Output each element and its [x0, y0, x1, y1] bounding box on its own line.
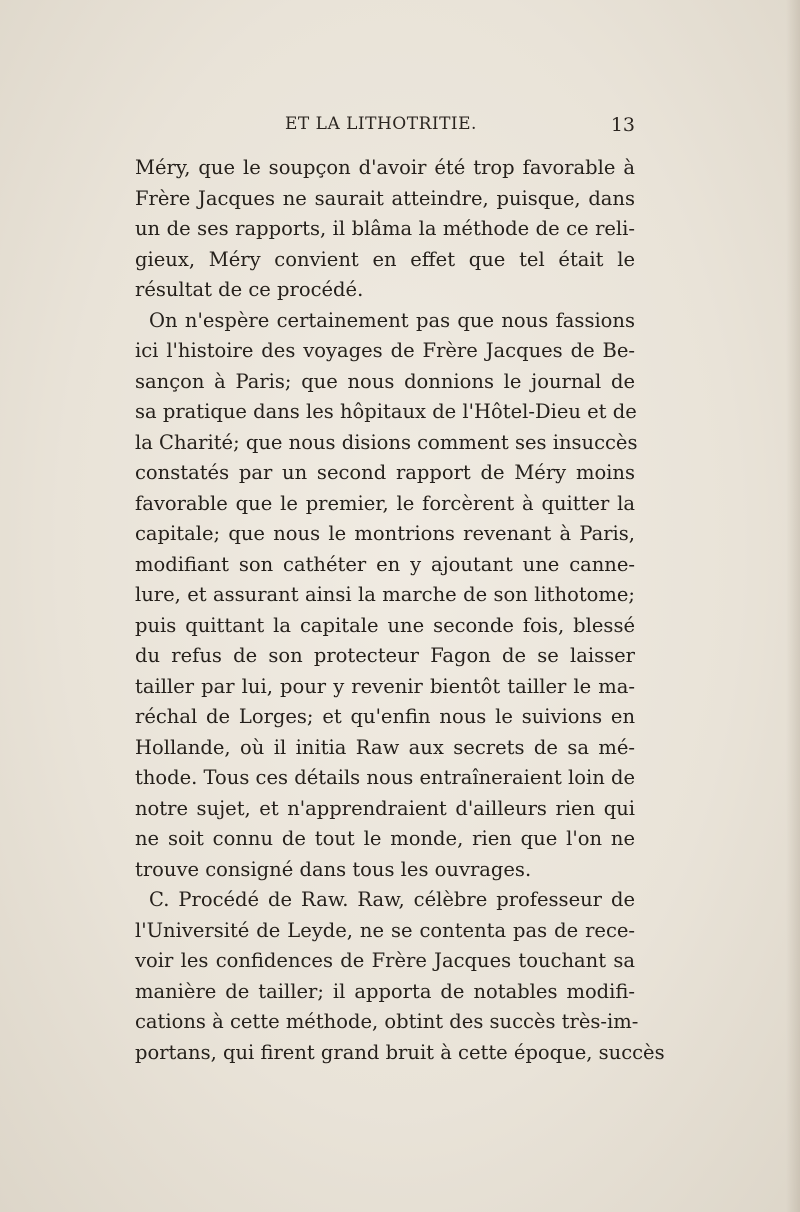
- text-line: Frère Jacques ne saurait atteindre, puisque, dans: [135, 186, 635, 210]
- text-line: sa pratique dans les hôpitaux de l'Hôtel-Dieu et de: [135, 400, 637, 423]
- paragraph-end-line: trouve consigné dans tous les ouvrages.: [135, 857, 532, 881]
- text-line: voir les confidences de Frère Jacques touchant sa: [135, 949, 635, 972]
- text-line: cations à cette méthode, obtint des succès très-im-: [135, 1010, 639, 1033]
- text-line: sançon à Paris; que nous donnions le journal de: [135, 369, 635, 393]
- running-title: ET LA LITHOTRITIE.: [285, 114, 477, 134]
- text-line: Méry, que le soupçon d'avoir été trop favorable à: [135, 156, 635, 179]
- paragraph-end-line: résultat de ce procédé.: [135, 278, 364, 301]
- text-line: notre sujet, et n'apprendraient d'ailleurs rien qui: [135, 796, 635, 820]
- text-line: manière de tailler; il apporta de notables modifi-: [135, 979, 635, 1003]
- text-line: la Charité; que nous disions comment ses insuccès: [135, 430, 638, 454]
- text-line: réchal de Lorges; et qu'enfin nous le suivions en: [135, 705, 635, 728]
- text-line: portans, qui firent grand bruit à cette époque, succès: [135, 1040, 665, 1064]
- text-line: du refus de son protecteur Fagon de se laisser: [135, 644, 635, 667]
- text-line: thode. Tous ces détails nous entraîneraient loin de: [135, 766, 635, 789]
- text-line: l'Université de Leyde, ne se contenta pas de rece-: [135, 918, 635, 942]
- paragraph-start-line: C. Procédé de Raw. Raw, célèbre professeur de: [149, 888, 635, 911]
- text-line: favorable que le premier, le forcèrent à quitter la: [135, 491, 635, 515]
- text-line: constatés par un second rapport de Méry moins: [135, 461, 635, 484]
- text-line: ici l'histoire des voyages de Frère Jacques de Be-: [135, 339, 635, 362]
- text-line: ne soit connu de tout le monde, rien que l'on ne: [135, 827, 635, 850]
- running-head: [135, 114, 635, 140]
- text-line: puis quittant la capitale une seconde fois, blessé: [135, 613, 635, 637]
- text-line: modifiant son cathéter en y ajoutant une canne-: [135, 552, 635, 576]
- text-line: capitale; que nous le montrions revenant à Paris,: [135, 522, 635, 545]
- text-line: tailler par lui, pour y revenir bientôt tailler le ma-: [135, 674, 635, 698]
- text-line: gieux, Méry convient en effet que tel était le: [135, 247, 635, 271]
- text-line: lure, et assurant ainsi la marche de son lithotome;: [135, 583, 635, 606]
- page-number: 13: [610, 114, 635, 136]
- body-text: [135, 153, 665, 1068]
- text-line: un de ses rapports, il blâma la méthode de ce reli-: [135, 217, 635, 240]
- text-line: Hollande, où il initia Raw aux secrets de sa mé-: [135, 735, 635, 759]
- paragraph-start-line: On n'espère certainement pas que nous fassions: [149, 308, 635, 332]
